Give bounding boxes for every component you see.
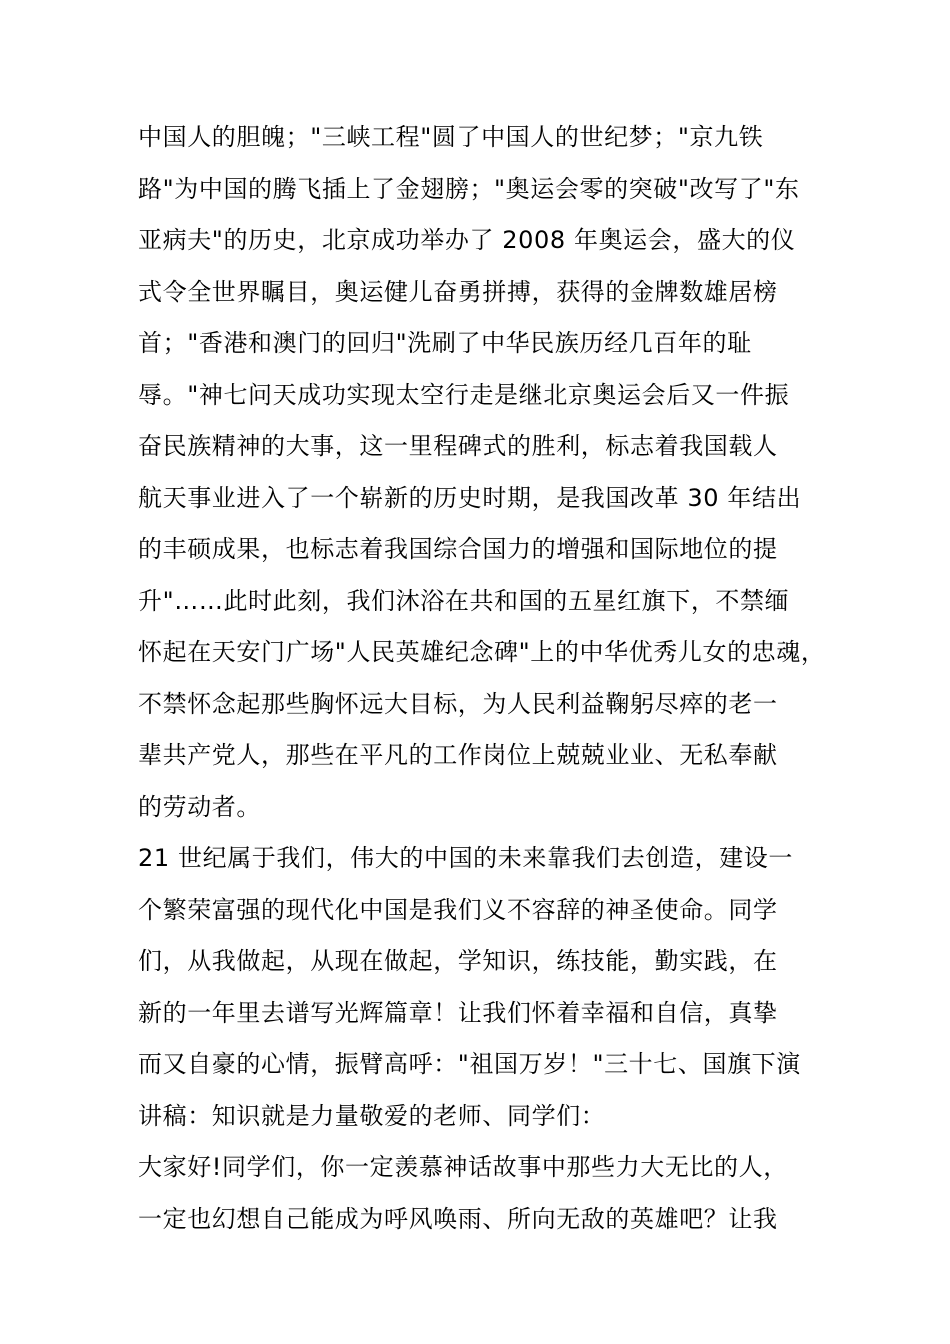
text-line-16: 个繁荣富强的现代化中国是我们义不容辞的神圣使命。同学 — [138, 895, 778, 924]
text-line-5: 首；"香港和澳门的回归"洗刷了中华民族历经几百年的耻 — [138, 329, 752, 357]
text-line-17: 们，从我做起，从现在做起，学知识，练技能，勤实践，在 — [138, 947, 778, 975]
text-line-7: 奋民族精神的大事，这一里程碑式的胜利，标志着我国载人 — [138, 432, 778, 460]
text-line-4: 式令全世界瞩目，奥运健儿奋勇拼搏，获得的金牌数雄居榜 — [138, 277, 778, 306]
text-line-12: 不禁怀念起那些胸怀远大目标，为人民利益鞠躬尽瘁的老一 — [138, 689, 778, 718]
text-line-9: 的丰硕成果，也标志着我国综合国力的增强和国际地位的提 — [138, 535, 778, 563]
text-line-3: 亚病夫"的历史，北京成功举办了 2008 年奥运会，盛大的仪 — [138, 226, 796, 254]
text-line-14: 的劳动者。 — [138, 792, 261, 821]
text-line-11: 怀起在天安门广场"人民英雄纪念碑"上的中华优秀儿女的忠魂， — [138, 638, 826, 666]
text-line-1: 中国人的胆魄；"三峡工程"圆了中国人的世纪梦；"京九铁 — [138, 123, 764, 151]
text-line-22: 一定也幻想自己能成为呼风唤雨、所向无敌的英雄吧？让我 — [138, 1204, 778, 1233]
text-line-15: 21 世纪属于我们，伟大的中国的未来靠我们去创造，建设一 — [138, 844, 793, 872]
text-line-18: 新的一年里去谱写光辉篇章！让我们怀着幸福和自信，真挚 — [138, 998, 778, 1027]
text-line-6: 辱。"神七问天成功实现太空行走是继北京奥运会后又一件振 — [138, 380, 790, 409]
text-line-2: 路"为中国的腾飞插上了金翅膀；"奥运会零的突破"改写了"东 — [138, 174, 800, 203]
text-line-21: 大家好!同学们，你一定羡慕神话故事中那些力大无比的人， — [138, 1153, 788, 1181]
text-line-19: 而又自豪的心情，振臂高呼："祖国万岁！"三十七、国旗下演 — [138, 1050, 801, 1078]
text-line-13: 辈共产党人，那些在平凡的工作岗位上兢兢业业、无私奉献 — [138, 741, 778, 769]
text-line-10: 升"……此时此刻，我们沐浴在共和国的五星红旗下，不禁缅 — [138, 586, 790, 615]
text-line-20: 讲稿：知识就是力量敬爱的老师、同学们： — [138, 1101, 606, 1130]
text-line-8: 航天事业进入了一个崭新的历史时期，是我国改革 30 年结出 — [138, 483, 802, 512]
document-body — [138, 112, 838, 1245]
